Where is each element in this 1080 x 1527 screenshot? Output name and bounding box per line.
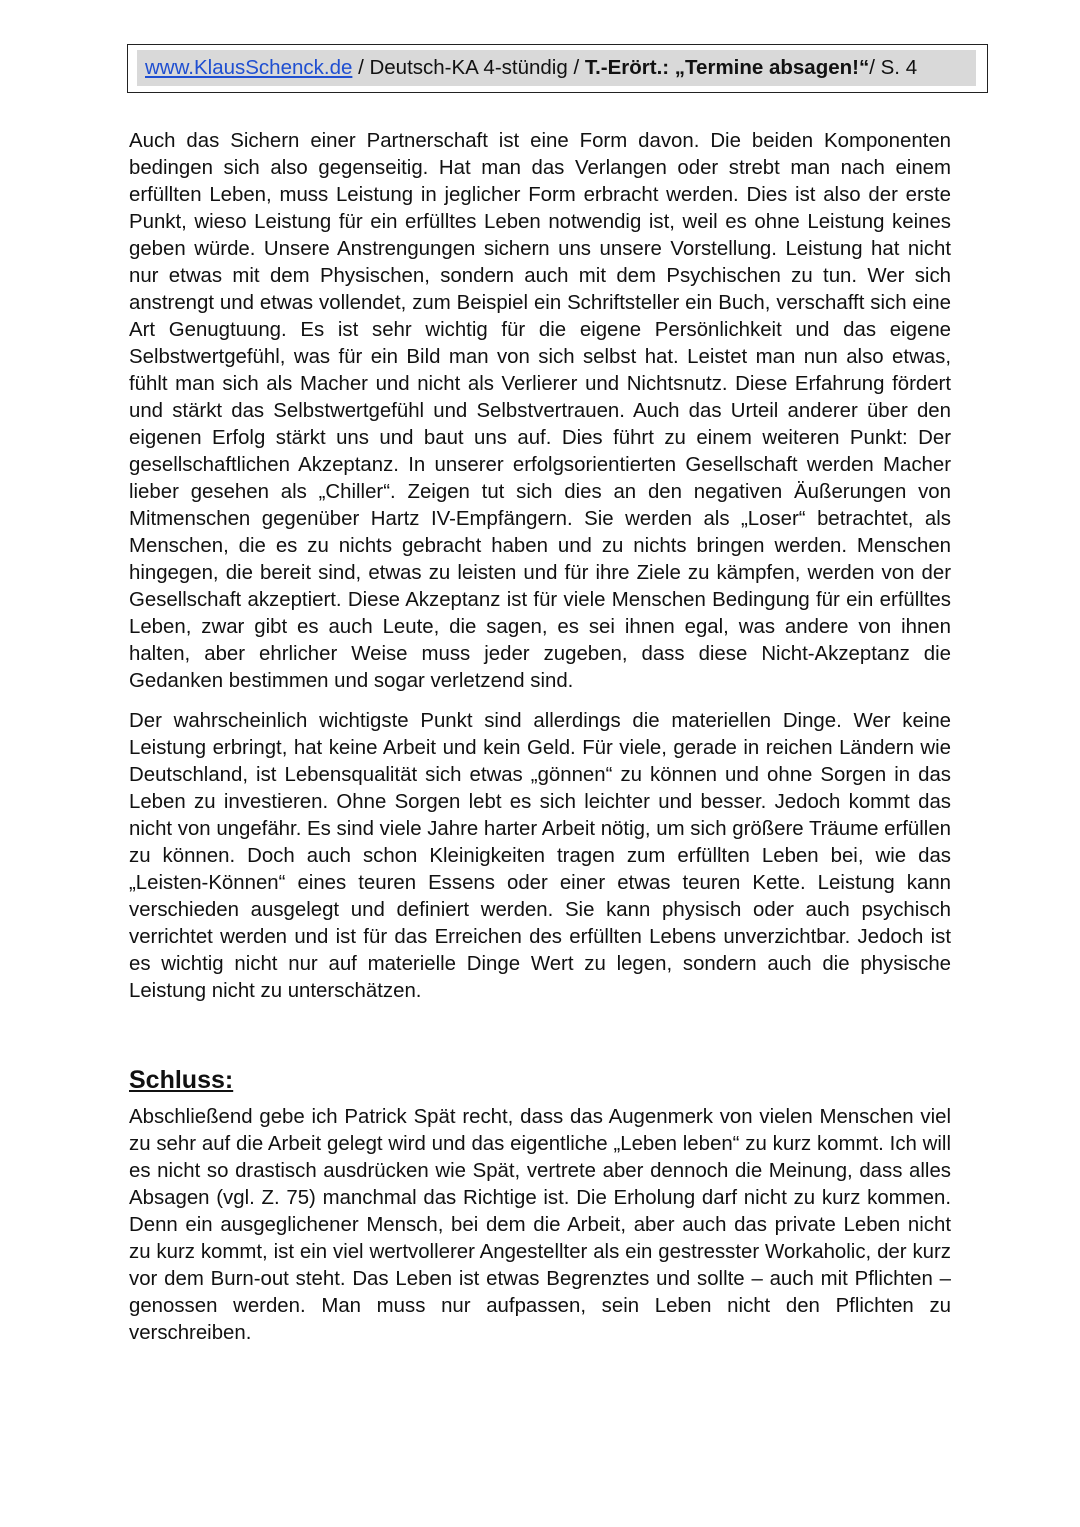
header-course: / Deutsch-KA 4-stündig /: [352, 56, 585, 79]
document-body: [129, 128, 951, 1347]
section-title-schluss: Schluss:: [129, 1066, 234, 1094]
header-page-number: / S. 4: [869, 56, 918, 79]
paragraph-1: Auch das Sichern einer Partnerschaft ist eine Form davon. Die beiden Komponenten bedingen sich also gegenseitig. Hat man das Verlangen oder strebt man nach einem erfüllten Leben, muss Leistung in jeglicher Form erbracht werden. Dies ist also der erste Punkt, wieso Leistung für ein erfülltes Leben notwendig ist, weil es ohne Leistung keines geben würde. Unsere Anstrengungen sichern uns unsere Vorstellung. Leistung hat nicht nur etwas mit dem Physischen, sondern auch mit dem Psychischen zu tun. Wer sich anstrengt und etwas vollendet, zum Beispiel ein Schriftsteller ein Buch, verschafft sich eine Art Genugtuung. Es ist sehr wichtig für die eigene Persönlichkeit und das eigene Selbstwertgefühl, was für ein Bild man von sich selbst hat. Leistet man nun also etwas, fühlt man sich als Macher und nicht als Verlierer und Nichtsnutz. Diese Erfahrung fördert und stärkt das Selbstwertgefühl und Selbstvertrauen. Auch das Urteil anderer über den eigenen Erfolg stärkt uns und baut uns auf. Dies führt zu einem weiteren Punkt: Der gesellschaftlichen Akzeptanz. In unserer erfolgsorientierten Gesellschaft werden Macher lieber gesehen als „Chiller“. Zeigen tut sich dies an den negativen Äußerungen von Mitmenschen gegenüber Hartz IV-Empfängern. Sie werden als „Loser“ betrachtet, als Menschen, die es zu nichts gebracht haben und zu nichts bringen werden. Menschen hingegen, die bereit sind, etwas zu leisten und für ihre Ziele zu kämpfen, werden von der Gesellschaft akzeptiert. Diese Akzeptanz ist für viele Menschen Bedingung für ein erfülltes Leben, zwar gibt es auch Leute, die sagen, es sei ihnen egal, was andere von ihnen halten, aber ehrlicher Weise muss jeder zugeben, dass diese Nicht-Akzeptanz die Gedanken bestimmen und sogar verletzend sind.: [129, 130, 951, 692]
website-link[interactable]: www.KlausSchenck.de: [145, 56, 353, 79]
paragraph-3: Abschließend gebe ich Patrick Spät recht, dass das Augenmerk von vielen Menschen viel zu sehr auf die Arbeit gelegt wird und das eigentliche „Leben leben“ zu kurz kommt. Ich will es nicht so drastisch ausdrücken wie Spät, vertrete aber dennoch die Meinung, dass alles Absagen (vgl. Z. 75) manchmal das Richtige ist. Die Erholung darf nicht zu kurz kommen. Denn ein ausgeglichener Mensch, bei dem die Arbeit, aber auch das private Leben nicht zu kurz kommt, ist ein viel wertvollerer Angestellter als ein gestresster Workaholic, der kurz vor dem Burn-out steht. Das Leben ist etwas Begrenztes und sollte – auch mit Pflichten – genossen werden. Man muss nur aufpassen, sein Leben nicht den Pflichten zu verschreiben.: [129, 1106, 951, 1344]
page-header: [127, 44, 988, 93]
paragraph-2: Der wahrscheinlich wichtigste Punkt sind allerdings die materiellen Dinge. Wer keine Leistung erbringt, hat keine Arbeit und kein Geld. Für viele, gerade in reichen Ländern wie Deutschland, ist Lebensqualität sich etwas „gönnen“ zu können und ohne Sorgen in das Leben zu investieren. Ohne Sorgen lebt es sich leichter und besser. Jedoch kommt das nicht von ungefähr. Es sind viele Jahre harter Arbeit nötig, um sich größere Träume erfüllen zu können. Doch auch schon Kleinigkeiten tragen zum erfüllten Leben bei, wie das „Leisten-Können“ eines teuren Essens oder einer etwas teuren Kette. Leistung kann verschieden ausgelegt und definiert werden. Sie kann physisch oder auch psychisch verrichtet werden und ist für das Erreichen des erfüllten Lebens unverzichtbar. Jedoch ist es wichtig nicht nur auf materielle Dinge Wert zu legen, sondern auch die physische Leistung nicht zu unterschätzen.: [129, 710, 951, 1002]
header-bar: [137, 50, 976, 86]
header-title: T.-Erört.: „Termine absagen!“: [584, 56, 870, 79]
